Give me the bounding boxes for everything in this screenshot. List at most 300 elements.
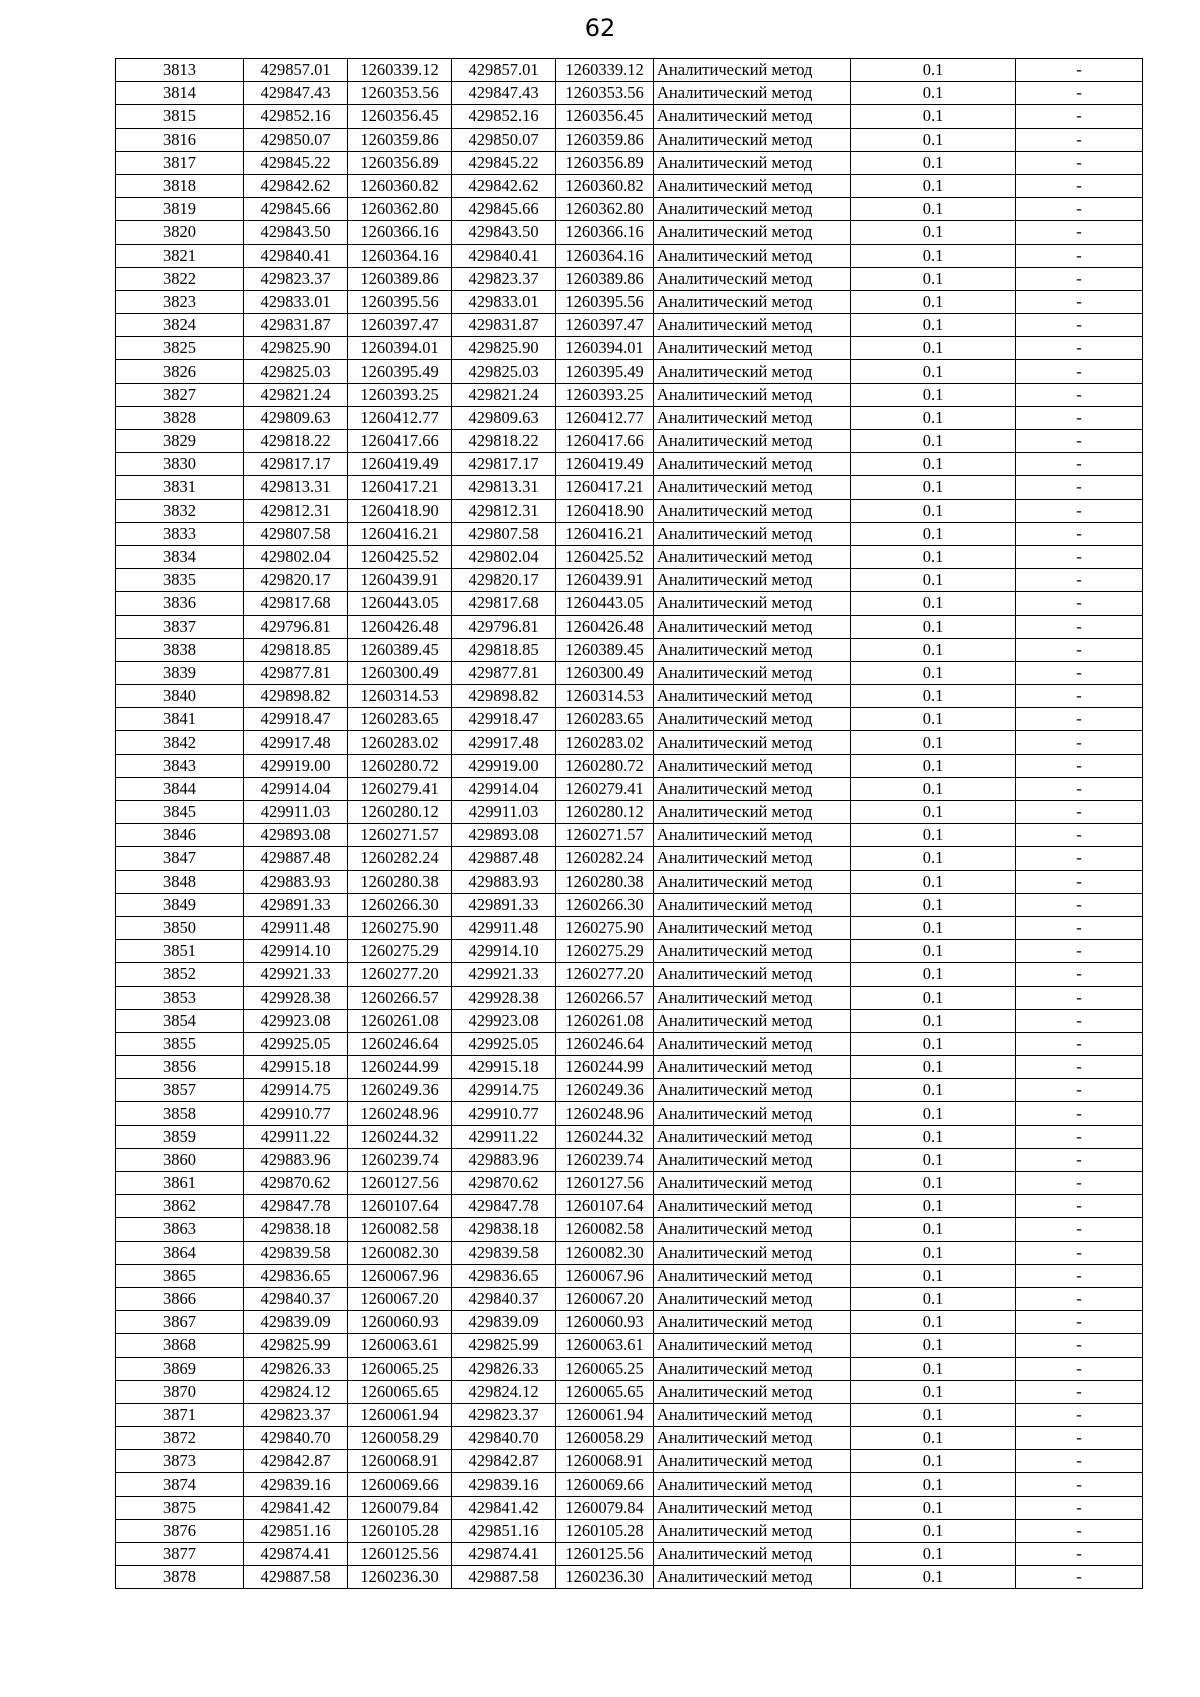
point-number-cell: 3845 [116, 801, 244, 824]
table-row [116, 1334, 1143, 1357]
y-coordinate-2-cell: 1260261.08 [556, 1009, 654, 1032]
y-coordinate-2-cell: 1260283.65 [556, 708, 654, 731]
y-coordinate-cell: 1260239.74 [348, 1148, 452, 1171]
method-cell: Аналитический метод [654, 290, 851, 313]
y-coordinate-cell: 1260067.96 [348, 1264, 452, 1287]
x-coordinate-2-cell: 429839.09 [452, 1311, 556, 1334]
point-number-cell: 3863 [116, 1218, 244, 1241]
table-row [116, 592, 1143, 615]
note-cell: - [1016, 105, 1143, 128]
y-coordinate-cell: 1260395.49 [348, 360, 452, 383]
point-number-cell: 3819 [116, 198, 244, 221]
y-coordinate-2-cell: 1260443.05 [556, 592, 654, 615]
method-cell: Аналитический метод [654, 1241, 851, 1264]
accuracy-cell: 0.1 [851, 963, 1016, 986]
method-cell: Аналитический метод [654, 476, 851, 499]
y-coordinate-2-cell: 1260366.16 [556, 221, 654, 244]
note-cell: - [1016, 592, 1143, 615]
table-row [116, 708, 1143, 731]
note-cell: - [1016, 1473, 1143, 1496]
y-coordinate-2-cell: 1260300.49 [556, 661, 654, 684]
y-coordinate-cell: 1260107.64 [348, 1195, 452, 1218]
accuracy-cell: 0.1 [851, 1287, 1016, 1310]
y-coordinate-2-cell: 1260246.64 [556, 1032, 654, 1055]
x-coordinate-cell: 429838.18 [244, 1218, 348, 1241]
y-coordinate-cell: 1260249.36 [348, 1079, 452, 1102]
point-number-cell: 3854 [116, 1009, 244, 1032]
note-cell: - [1016, 499, 1143, 522]
method-cell: Аналитический метод [654, 267, 851, 290]
point-number-cell: 3860 [116, 1148, 244, 1171]
y-coordinate-cell: 1260412.77 [348, 406, 452, 429]
y-coordinate-2-cell: 1260339.12 [556, 59, 654, 82]
note-cell: - [1016, 82, 1143, 105]
x-coordinate-cell: 429870.62 [244, 1172, 348, 1195]
note-cell: - [1016, 1009, 1143, 1032]
x-coordinate-cell: 429925.05 [244, 1032, 348, 1055]
x-coordinate-cell: 429825.99 [244, 1334, 348, 1357]
x-coordinate-2-cell: 429825.03 [452, 360, 556, 383]
point-number-cell: 3870 [116, 1380, 244, 1403]
table-row [116, 244, 1143, 267]
y-coordinate-cell: 1260058.29 [348, 1427, 452, 1450]
x-coordinate-cell: 429840.70 [244, 1427, 348, 1450]
point-number-cell: 3826 [116, 360, 244, 383]
method-cell: Аналитический метод [654, 522, 851, 545]
method-cell: Аналитический метод [654, 777, 851, 800]
y-coordinate-2-cell: 1260412.77 [556, 406, 654, 429]
table-row [116, 1241, 1143, 1264]
table-row [116, 685, 1143, 708]
point-number-cell: 3859 [116, 1125, 244, 1148]
method-cell: Аналитический метод [654, 244, 851, 267]
y-coordinate-cell: 1260443.05 [348, 592, 452, 615]
note-cell: - [1016, 615, 1143, 638]
y-coordinate-cell: 1260395.56 [348, 290, 452, 313]
table-row [116, 82, 1143, 105]
x-coordinate-cell: 429807.58 [244, 522, 348, 545]
x-coordinate-2-cell: 429807.58 [452, 522, 556, 545]
accuracy-cell: 0.1 [851, 1496, 1016, 1519]
y-coordinate-2-cell: 1260417.66 [556, 430, 654, 453]
x-coordinate-2-cell: 429847.78 [452, 1195, 556, 1218]
method-cell: Аналитический метод [654, 1543, 851, 1566]
accuracy-cell: 0.1 [851, 708, 1016, 731]
y-coordinate-2-cell: 1260419.49 [556, 453, 654, 476]
point-number-cell: 3867 [116, 1311, 244, 1334]
table-row [116, 290, 1143, 313]
note-cell: - [1016, 847, 1143, 870]
accuracy-cell: 0.1 [851, 174, 1016, 197]
method-cell: Аналитический метод [654, 406, 851, 429]
point-number-cell: 3871 [116, 1403, 244, 1426]
point-number-cell: 3822 [116, 267, 244, 290]
note-cell: - [1016, 1148, 1143, 1171]
note-cell: - [1016, 1079, 1143, 1102]
note-cell: - [1016, 383, 1143, 406]
note-cell: - [1016, 522, 1143, 545]
note-cell: - [1016, 1102, 1143, 1125]
x-coordinate-2-cell: 429887.58 [452, 1566, 556, 1589]
note-cell: - [1016, 893, 1143, 916]
x-coordinate-cell: 429874.41 [244, 1543, 348, 1566]
method-cell: Аналитический метод [654, 82, 851, 105]
y-coordinate-cell: 1260364.16 [348, 244, 452, 267]
note-cell: - [1016, 476, 1143, 499]
note-cell: - [1016, 661, 1143, 684]
y-coordinate-cell: 1260082.30 [348, 1241, 452, 1264]
method-cell: Аналитический метод [654, 1357, 851, 1380]
table-row [116, 267, 1143, 290]
accuracy-cell: 0.1 [851, 453, 1016, 476]
y-coordinate-2-cell: 1260065.25 [556, 1357, 654, 1380]
table-row [116, 406, 1143, 429]
x-coordinate-cell: 429887.48 [244, 847, 348, 870]
y-coordinate-2-cell: 1260127.56 [556, 1172, 654, 1195]
x-coordinate-cell: 429915.18 [244, 1056, 348, 1079]
accuracy-cell: 0.1 [851, 847, 1016, 870]
note-cell: - [1016, 406, 1143, 429]
y-coordinate-2-cell: 1260389.86 [556, 267, 654, 290]
table-row [116, 360, 1143, 383]
note-cell: - [1016, 267, 1143, 290]
x-coordinate-2-cell: 429824.12 [452, 1380, 556, 1403]
table-row [116, 824, 1143, 847]
table-row [116, 1218, 1143, 1241]
y-coordinate-2-cell: 1260426.48 [556, 615, 654, 638]
y-coordinate-cell: 1260389.86 [348, 267, 452, 290]
table-row [116, 1032, 1143, 1055]
y-coordinate-2-cell: 1260280.38 [556, 870, 654, 893]
point-number-cell: 3830 [116, 453, 244, 476]
y-coordinate-2-cell: 1260079.84 [556, 1496, 654, 1519]
accuracy-cell: 0.1 [851, 1403, 1016, 1426]
accuracy-cell: 0.1 [851, 1009, 1016, 1032]
table-row [116, 1056, 1143, 1079]
method-cell: Аналитический метод [654, 1496, 851, 1519]
page-number: 62 [584, 14, 616, 42]
table-row [116, 1287, 1143, 1310]
point-number-cell: 3862 [116, 1195, 244, 1218]
method-cell: Аналитический метод [654, 1427, 851, 1450]
table-row [116, 430, 1143, 453]
y-coordinate-cell: 1260271.57 [348, 824, 452, 847]
y-coordinate-cell: 1260366.16 [348, 221, 452, 244]
note-cell: - [1016, 430, 1143, 453]
point-number-cell: 3840 [116, 685, 244, 708]
note-cell: - [1016, 731, 1143, 754]
x-coordinate-2-cell: 429840.41 [452, 244, 556, 267]
y-coordinate-cell: 1260279.41 [348, 777, 452, 800]
point-number-cell: 3853 [116, 986, 244, 1009]
x-coordinate-2-cell: 429831.87 [452, 314, 556, 337]
y-coordinate-2-cell: 1260068.91 [556, 1450, 654, 1473]
y-coordinate-cell: 1260359.86 [348, 128, 452, 151]
method-cell: Аналитический метод [654, 847, 851, 870]
point-number-cell: 3873 [116, 1450, 244, 1473]
note-cell: - [1016, 1334, 1143, 1357]
accuracy-cell: 0.1 [851, 1125, 1016, 1148]
method-cell: Аналитический метод [654, 1032, 851, 1055]
y-coordinate-2-cell: 1260279.41 [556, 777, 654, 800]
point-number-cell: 3843 [116, 754, 244, 777]
note-cell: - [1016, 801, 1143, 824]
table-row [116, 615, 1143, 638]
method-cell: Аналитический метод [654, 1172, 851, 1195]
x-coordinate-cell: 429914.10 [244, 940, 348, 963]
x-coordinate-2-cell: 429817.17 [452, 453, 556, 476]
x-coordinate-2-cell: 429820.17 [452, 569, 556, 592]
accuracy-cell: 0.1 [851, 1450, 1016, 1473]
method-cell: Аналитический метод [654, 986, 851, 1009]
table-row [116, 314, 1143, 337]
accuracy-cell: 0.1 [851, 1566, 1016, 1589]
note-cell: - [1016, 1427, 1143, 1450]
x-coordinate-2-cell: 429836.65 [452, 1264, 556, 1287]
method-cell: Аналитический метод [654, 1148, 851, 1171]
y-coordinate-cell: 1260417.21 [348, 476, 452, 499]
note-cell: - [1016, 777, 1143, 800]
x-coordinate-2-cell: 429874.41 [452, 1543, 556, 1566]
note-cell: - [1016, 1450, 1143, 1473]
x-coordinate-cell: 429833.01 [244, 290, 348, 313]
accuracy-cell: 0.1 [851, 267, 1016, 290]
y-coordinate-2-cell: 1260277.20 [556, 963, 654, 986]
method-cell: Аналитический метод [654, 105, 851, 128]
point-number-cell: 3869 [116, 1357, 244, 1380]
x-coordinate-2-cell: 429883.96 [452, 1148, 556, 1171]
point-number-cell: 3861 [116, 1172, 244, 1195]
x-coordinate-cell: 429826.33 [244, 1357, 348, 1380]
note-cell: - [1016, 1357, 1143, 1380]
x-coordinate-cell: 429845.66 [244, 198, 348, 221]
table-row [116, 963, 1143, 986]
note-cell: - [1016, 1287, 1143, 1310]
note-cell: - [1016, 290, 1143, 313]
note-cell: - [1016, 916, 1143, 939]
y-coordinate-2-cell: 1260397.47 [556, 314, 654, 337]
table-row [116, 893, 1143, 916]
y-coordinate-2-cell: 1260248.96 [556, 1102, 654, 1125]
accuracy-cell: 0.1 [851, 151, 1016, 174]
y-coordinate-2-cell: 1260275.29 [556, 940, 654, 963]
method-cell: Аналитический метод [654, 1056, 851, 1079]
note-cell: - [1016, 360, 1143, 383]
x-coordinate-2-cell: 429826.33 [452, 1357, 556, 1380]
y-coordinate-2-cell: 1260266.57 [556, 986, 654, 1009]
y-coordinate-cell: 1260280.12 [348, 801, 452, 824]
note-cell: - [1016, 1125, 1143, 1148]
table-row [116, 1172, 1143, 1195]
point-number-cell: 3813 [116, 59, 244, 82]
accuracy-cell: 0.1 [851, 1148, 1016, 1171]
x-coordinate-cell: 429893.08 [244, 824, 348, 847]
x-coordinate-cell: 429825.90 [244, 337, 348, 360]
y-coordinate-cell: 1260079.84 [348, 1496, 452, 1519]
point-number-cell: 3878 [116, 1566, 244, 1589]
table-row [116, 1403, 1143, 1426]
y-coordinate-cell: 1260280.38 [348, 870, 452, 893]
y-coordinate-cell: 1260266.57 [348, 986, 452, 1009]
y-coordinate-cell: 1260125.56 [348, 1543, 452, 1566]
y-coordinate-cell: 1260266.30 [348, 893, 452, 916]
y-coordinate-2-cell: 1260418.90 [556, 499, 654, 522]
table-row [116, 1519, 1143, 1542]
note-cell: - [1016, 174, 1143, 197]
table-row [116, 198, 1143, 221]
point-number-cell: 3872 [116, 1427, 244, 1450]
method-cell: Аналитический метод [654, 1380, 851, 1403]
x-coordinate-2-cell: 429840.37 [452, 1287, 556, 1310]
x-coordinate-2-cell: 429911.03 [452, 801, 556, 824]
table-row [116, 545, 1143, 568]
accuracy-cell: 0.1 [851, 893, 1016, 916]
x-coordinate-cell: 429823.37 [244, 267, 348, 290]
y-coordinate-cell: 1260275.29 [348, 940, 452, 963]
accuracy-cell: 0.1 [851, 105, 1016, 128]
note-cell: - [1016, 1311, 1143, 1334]
x-coordinate-2-cell: 429919.00 [452, 754, 556, 777]
accuracy-cell: 0.1 [851, 1056, 1016, 1079]
note-cell: - [1016, 1172, 1143, 1195]
point-number-cell: 3839 [116, 661, 244, 684]
y-coordinate-cell: 1260314.53 [348, 685, 452, 708]
x-coordinate-2-cell: 429891.33 [452, 893, 556, 916]
accuracy-cell: 0.1 [851, 592, 1016, 615]
method-cell: Аналитический метод [654, 1334, 851, 1357]
y-coordinate-2-cell: 1260282.24 [556, 847, 654, 870]
table-row [116, 1450, 1143, 1473]
table-row [116, 59, 1143, 82]
x-coordinate-2-cell: 429910.77 [452, 1102, 556, 1125]
method-cell: Аналитический метод [654, 1218, 851, 1241]
y-coordinate-cell: 1260067.20 [348, 1287, 452, 1310]
x-coordinate-cell: 429847.78 [244, 1195, 348, 1218]
y-coordinate-2-cell: 1260425.52 [556, 545, 654, 568]
accuracy-cell: 0.1 [851, 777, 1016, 800]
method-cell: Аналитический метод [654, 1195, 851, 1218]
y-coordinate-cell: 1260127.56 [348, 1172, 452, 1195]
y-coordinate-cell: 1260425.52 [348, 545, 452, 568]
x-coordinate-cell: 429824.12 [244, 1380, 348, 1403]
note-cell: - [1016, 314, 1143, 337]
x-coordinate-2-cell: 429841.42 [452, 1496, 556, 1519]
table-row [116, 499, 1143, 522]
method-cell: Аналитический метод [654, 916, 851, 939]
x-coordinate-cell: 429914.04 [244, 777, 348, 800]
point-number-cell: 3837 [116, 615, 244, 638]
note-cell: - [1016, 545, 1143, 568]
y-coordinate-cell: 1260397.47 [348, 314, 452, 337]
x-coordinate-cell: 429839.09 [244, 1311, 348, 1334]
table-row [116, 847, 1143, 870]
x-coordinate-cell: 429851.16 [244, 1519, 348, 1542]
table-row [116, 1473, 1143, 1496]
method-cell: Аналитический метод [654, 59, 851, 82]
y-coordinate-cell: 1260419.49 [348, 453, 452, 476]
accuracy-cell: 0.1 [851, 1079, 1016, 1102]
y-coordinate-2-cell: 1260360.82 [556, 174, 654, 197]
table-row [116, 1496, 1143, 1519]
method-cell: Аналитический метод [654, 592, 851, 615]
x-coordinate-cell: 429823.37 [244, 1403, 348, 1426]
x-coordinate-cell: 429812.31 [244, 499, 348, 522]
point-number-cell: 3829 [116, 430, 244, 453]
accuracy-cell: 0.1 [851, 198, 1016, 221]
method-cell: Аналитический метод [654, 128, 851, 151]
accuracy-cell: 0.1 [851, 1519, 1016, 1542]
y-coordinate-cell: 1260356.89 [348, 151, 452, 174]
y-coordinate-2-cell: 1260362.80 [556, 198, 654, 221]
table-row [116, 105, 1143, 128]
table-row [116, 1380, 1143, 1403]
y-coordinate-cell: 1260416.21 [348, 522, 452, 545]
point-number-cell: 3836 [116, 592, 244, 615]
y-coordinate-cell: 1260282.24 [348, 847, 452, 870]
x-coordinate-2-cell: 429825.99 [452, 1334, 556, 1357]
point-number-cell: 3814 [116, 82, 244, 105]
x-coordinate-cell: 429820.17 [244, 569, 348, 592]
y-coordinate-2-cell: 1260314.53 [556, 685, 654, 708]
y-coordinate-2-cell: 1260063.61 [556, 1334, 654, 1357]
y-coordinate-2-cell: 1260417.21 [556, 476, 654, 499]
x-coordinate-cell: 429839.16 [244, 1473, 348, 1496]
accuracy-cell: 0.1 [851, 1380, 1016, 1403]
accuracy-cell: 0.1 [851, 661, 1016, 684]
table-row [116, 1125, 1143, 1148]
method-cell: Аналитический метод [654, 174, 851, 197]
accuracy-cell: 0.1 [851, 1311, 1016, 1334]
point-number-cell: 3838 [116, 638, 244, 661]
y-coordinate-cell: 1260283.02 [348, 731, 452, 754]
x-coordinate-cell: 429898.82 [244, 685, 348, 708]
x-coordinate-2-cell: 429843.50 [452, 221, 556, 244]
note-cell: - [1016, 940, 1143, 963]
point-number-cell: 3816 [116, 128, 244, 151]
table-row [116, 777, 1143, 800]
accuracy-cell: 0.1 [851, 615, 1016, 638]
accuracy-cell: 0.1 [851, 801, 1016, 824]
table-row [116, 754, 1143, 777]
x-coordinate-cell: 429847.43 [244, 82, 348, 105]
note-cell: - [1016, 1264, 1143, 1287]
y-coordinate-2-cell: 1260266.30 [556, 893, 654, 916]
y-coordinate-2-cell: 1260125.56 [556, 1543, 654, 1566]
point-number-cell: 3833 [116, 522, 244, 545]
y-coordinate-2-cell: 1260249.36 [556, 1079, 654, 1102]
y-coordinate-cell: 1260065.65 [348, 1380, 452, 1403]
y-coordinate-cell: 1260060.93 [348, 1311, 452, 1334]
note-cell: - [1016, 1566, 1143, 1589]
note-cell: - [1016, 708, 1143, 731]
x-coordinate-2-cell: 429838.18 [452, 1218, 556, 1241]
note-cell: - [1016, 963, 1143, 986]
note-cell: - [1016, 244, 1143, 267]
accuracy-cell: 0.1 [851, 290, 1016, 313]
note-cell: - [1016, 685, 1143, 708]
y-coordinate-2-cell: 1260067.96 [556, 1264, 654, 1287]
accuracy-cell: 0.1 [851, 754, 1016, 777]
note-cell: - [1016, 453, 1143, 476]
note-cell: - [1016, 638, 1143, 661]
x-coordinate-2-cell: 429911.48 [452, 916, 556, 939]
point-number-cell: 3858 [116, 1102, 244, 1125]
note-cell: - [1016, 754, 1143, 777]
x-coordinate-2-cell: 429809.63 [452, 406, 556, 429]
y-coordinate-cell: 1260277.20 [348, 963, 452, 986]
accuracy-cell: 0.1 [851, 1543, 1016, 1566]
y-coordinate-2-cell: 1260069.66 [556, 1473, 654, 1496]
